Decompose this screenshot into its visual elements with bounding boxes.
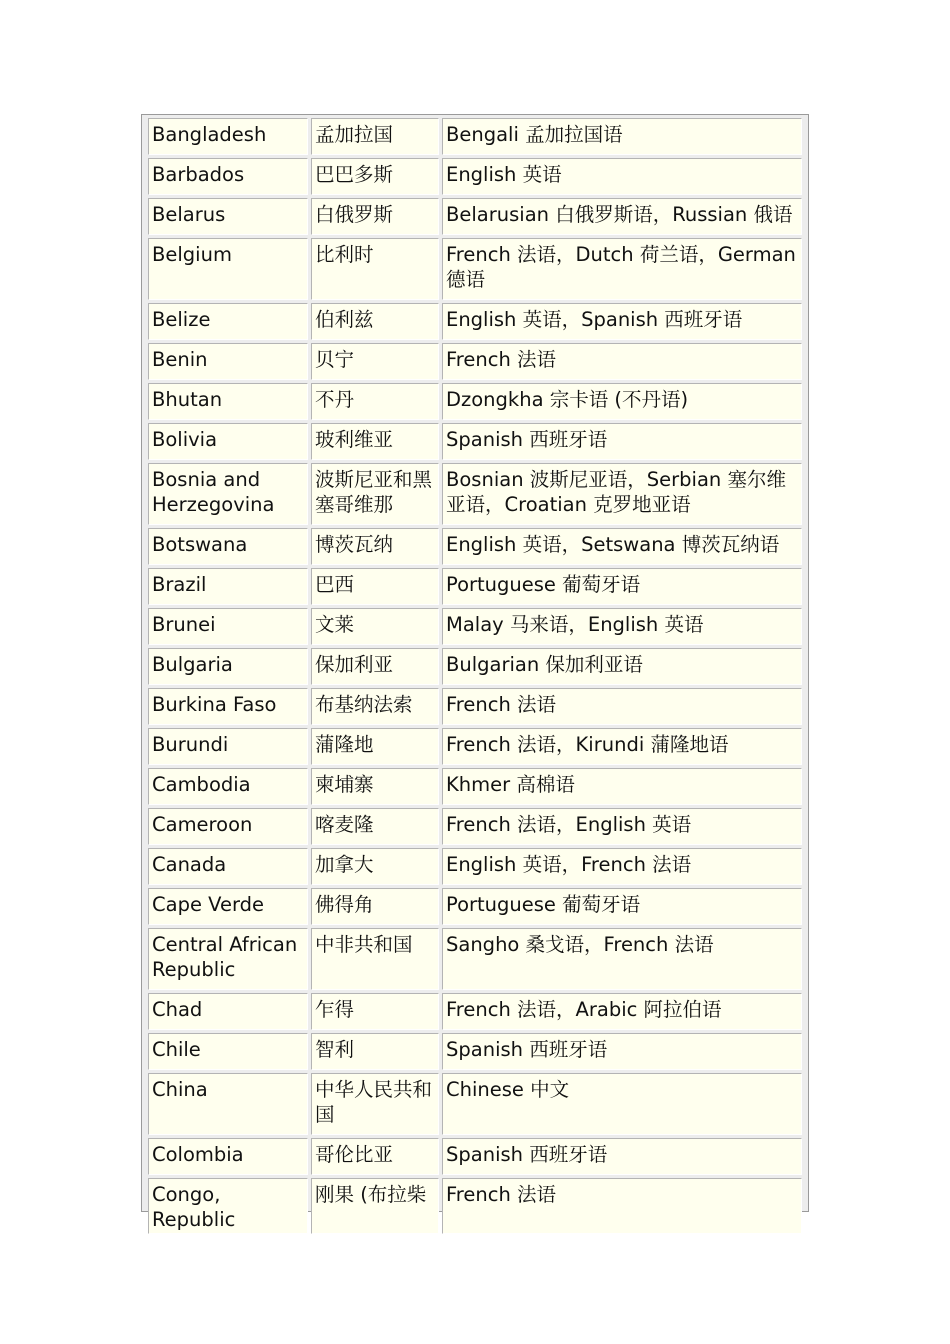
cell-chinese: 博茨瓦纳 xyxy=(311,528,439,565)
cell-languages: English 英语 xyxy=(442,158,802,195)
cell-country: China xyxy=(148,1073,308,1135)
table-body xyxy=(148,118,802,1234)
cell-chinese: 刚果 (布拉柴 xyxy=(311,1178,439,1234)
cell-languages: French 法语 xyxy=(442,688,802,725)
cell-country: Canada xyxy=(148,848,308,885)
cell-chinese: 柬埔寨 xyxy=(311,768,439,805)
table-row xyxy=(148,993,802,1030)
cell-country: Colombia xyxy=(148,1138,308,1175)
cell-chinese: 伯利兹 xyxy=(311,303,439,340)
cell-country: Cambodia xyxy=(148,768,308,805)
cell-languages: Spanish 西班牙语 xyxy=(442,423,802,460)
cell-country: Benin xyxy=(148,343,308,380)
cell-chinese: 蒲隆地 xyxy=(311,728,439,765)
cell-languages: French 法语，Kirundi 蒲隆地语 xyxy=(442,728,802,765)
table-row xyxy=(148,198,802,235)
cell-chinese: 白俄罗斯 xyxy=(311,198,439,235)
cell-country: Bulgaria xyxy=(148,648,308,685)
cell-country: Cape Verde xyxy=(148,888,308,925)
table-row xyxy=(148,383,802,420)
cell-country: Brazil xyxy=(148,568,308,605)
cell-languages: Sangho 桑戈语，French 法语 xyxy=(442,928,802,990)
cell-languages: Portuguese 葡萄牙语 xyxy=(442,568,802,605)
table-row xyxy=(148,118,802,155)
cell-chinese: 比利时 xyxy=(311,238,439,300)
table-row xyxy=(148,688,802,725)
cell-country: Cameroon xyxy=(148,808,308,845)
cell-languages: Bulgarian 保加利亚语 xyxy=(442,648,802,685)
cell-chinese: 智利 xyxy=(311,1033,439,1070)
table-row xyxy=(148,528,802,565)
table-row xyxy=(148,848,802,885)
cell-languages: French 法语，English 英语 xyxy=(442,808,802,845)
cell-country: Chad xyxy=(148,993,308,1030)
country-language-table xyxy=(141,114,809,1231)
cell-country: Congo, Republic xyxy=(148,1178,308,1234)
cell-country: Central African Republic xyxy=(148,928,308,990)
table-row xyxy=(148,1138,802,1175)
cell-chinese: 乍得 xyxy=(311,993,439,1030)
cell-languages: English 英语，Setswana 博茨瓦纳语 xyxy=(442,528,802,565)
cell-country: Belarus xyxy=(148,198,308,235)
cell-country: Burkina Faso xyxy=(148,688,308,725)
cell-chinese: 加拿大 xyxy=(311,848,439,885)
cell-country: Belize xyxy=(148,303,308,340)
cell-country: Chile xyxy=(148,1033,308,1070)
cell-country: Bhutan xyxy=(148,383,308,420)
table-row xyxy=(148,888,802,925)
cell-languages: French 法语，Dutch 荷兰语，German 德语 xyxy=(442,238,802,300)
cell-chinese: 布基纳法索 xyxy=(311,688,439,725)
table-row xyxy=(148,928,802,990)
table-row xyxy=(148,568,802,605)
cell-chinese: 中华人民共和国 xyxy=(311,1073,439,1135)
cell-chinese: 中非共和国 xyxy=(311,928,439,990)
table-row xyxy=(148,1178,802,1234)
table xyxy=(145,115,805,1237)
cell-languages: Bosnian 波斯尼亚语，Serbian 塞尔维亚语，Croatian 克罗地亚语 xyxy=(442,463,802,525)
cell-languages: English 英语，French 法语 xyxy=(442,848,802,885)
cell-country: Bangladesh xyxy=(148,118,308,155)
cell-languages: English 英语，Spanish 西班牙语 xyxy=(442,303,802,340)
cell-chinese: 哥伦比亚 xyxy=(311,1138,439,1175)
table-row xyxy=(148,343,802,380)
table-row xyxy=(148,1073,802,1135)
cell-chinese: 巴巴多斯 xyxy=(311,158,439,195)
cell-chinese: 保加利亚 xyxy=(311,648,439,685)
table-row xyxy=(148,808,802,845)
cell-languages: French 法语，Arabic 阿拉伯语 xyxy=(442,993,802,1030)
cell-country: Barbados xyxy=(148,158,308,195)
cell-chinese: 文莱 xyxy=(311,608,439,645)
cell-chinese: 巴西 xyxy=(311,568,439,605)
cell-languages: Belarusian 白俄罗斯语，Russian 俄语 xyxy=(442,198,802,235)
cell-chinese: 孟加拉国 xyxy=(311,118,439,155)
table-row xyxy=(148,463,802,525)
cell-chinese: 不丹 xyxy=(311,383,439,420)
table-row xyxy=(148,728,802,765)
cell-country: Burundi xyxy=(148,728,308,765)
cell-languages: Spanish 西班牙语 xyxy=(442,1033,802,1070)
cell-chinese: 喀麦隆 xyxy=(311,808,439,845)
cell-languages: Bengali 孟加拉国语 xyxy=(442,118,802,155)
cell-languages: Malay 马来语，English 英语 xyxy=(442,608,802,645)
cell-country: Botswana xyxy=(148,528,308,565)
cell-country: Brunei xyxy=(148,608,308,645)
cell-country: Bosnia and Herzegovina xyxy=(148,463,308,525)
table-row xyxy=(148,238,802,300)
cell-languages: Portuguese 葡萄牙语 xyxy=(442,888,802,925)
cell-chinese: 贝宁 xyxy=(311,343,439,380)
table-row xyxy=(148,158,802,195)
cell-chinese: 玻利维亚 xyxy=(311,423,439,460)
table-row xyxy=(148,423,802,460)
cell-chinese: 佛得角 xyxy=(311,888,439,925)
cell-languages: Dzongkha 宗卡语 (不丹语) xyxy=(442,383,802,420)
cell-country: Bolivia xyxy=(148,423,308,460)
cell-languages: French 法语 xyxy=(442,1178,802,1234)
table-row xyxy=(148,648,802,685)
table-row xyxy=(148,608,802,645)
cell-chinese: 波斯尼亚和黑塞哥维那 xyxy=(311,463,439,525)
table-row xyxy=(148,303,802,340)
cell-country: Belgium xyxy=(148,238,308,300)
table-row xyxy=(148,768,802,805)
cell-languages: Spanish 西班牙语 xyxy=(442,1138,802,1175)
cell-languages: French 法语 xyxy=(442,343,802,380)
cell-languages: Khmer 高棉语 xyxy=(442,768,802,805)
table-row xyxy=(148,1033,802,1070)
cell-languages: Chinese 中文 xyxy=(442,1073,802,1135)
